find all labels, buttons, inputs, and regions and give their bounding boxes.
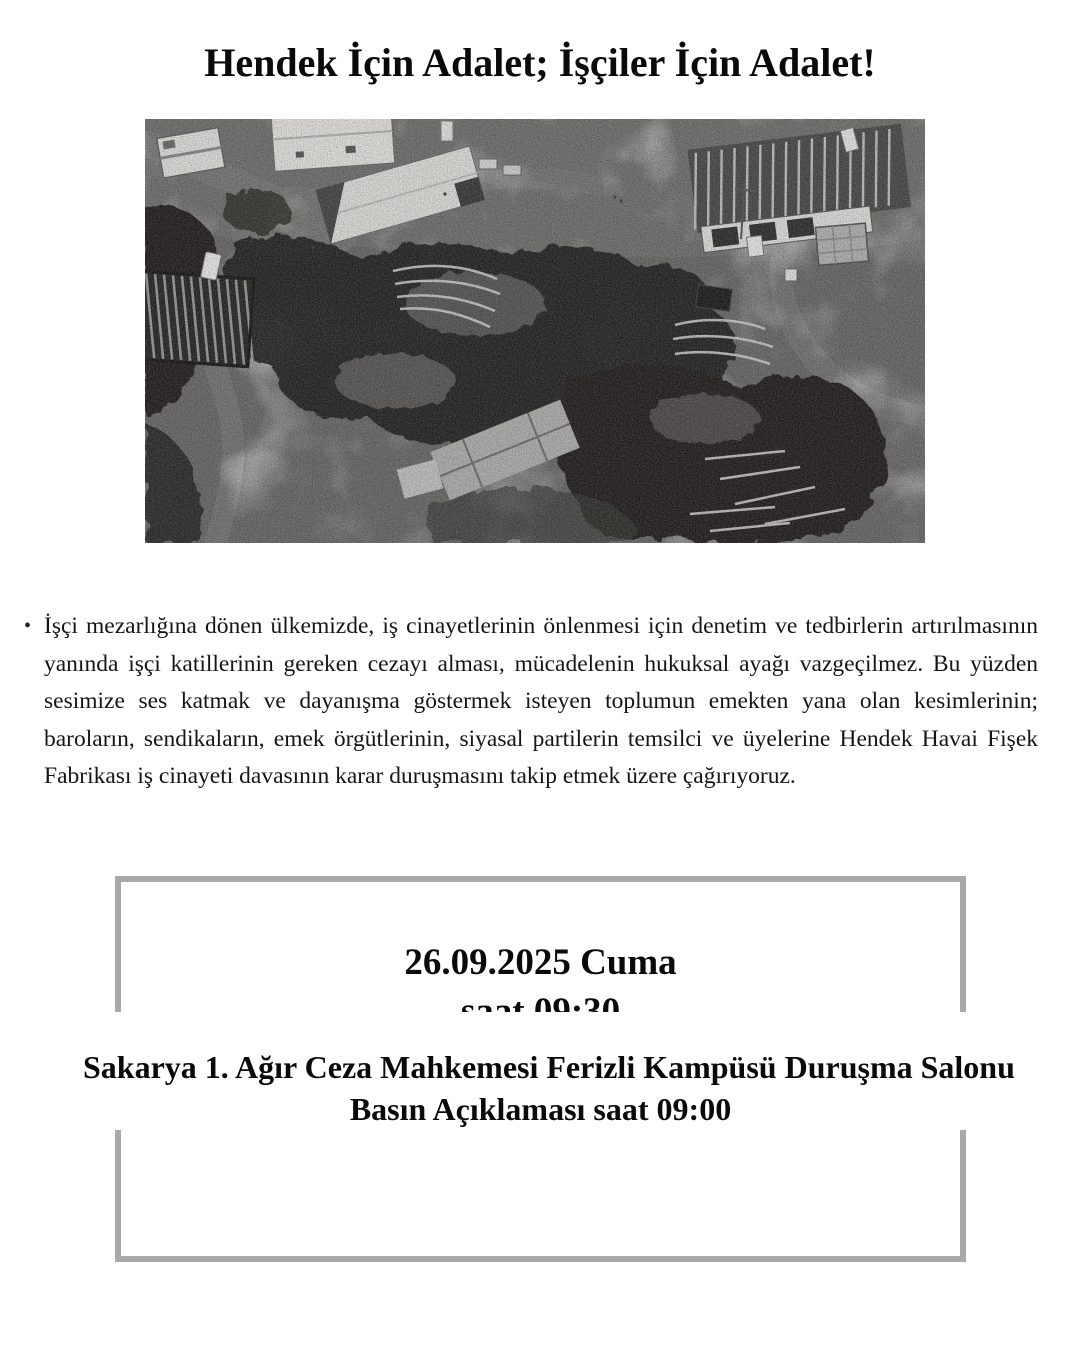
event-date: 26.09.2025 Cuma xyxy=(404,942,677,983)
event-venue: Sakarya 1. Ağır Ceza Mahkemesi Ferizli Kampüsü Duruşma Salonu xyxy=(83,1049,1015,1085)
page-title: Hendek İçin Adalet; İşçiler İçin Adalet! xyxy=(204,40,876,85)
event-box xyxy=(83,876,1015,1262)
factory-aerial-photo-illustration xyxy=(145,119,925,543)
announcement-paragraph: İşçi mezarlığına dönen ülkemizde, iş cinayetlerinin önlenmesi için denetim ve tedbirlerin artırılmasının yanında işçi katillerinin gereken cezayı alması, mücadelenin hukuksal ayağı vazgeçilmez. Bu yüzden sesimize ses katmak ve dayanışma göstermek isteyen toplumun emekten yana olan kesimlerinin; baroların, sendikaların, emek örgütlerinin, siyasal partilerin temsilci ve üyelerine Hendek Havai Fişek Fabrikası iş cinayeti davasının karar duruşmasını takip etmek üzere çağırıyoruz. xyxy=(44,613,1038,789)
event-press-statement: Basın Açıklaması saat 09:00 xyxy=(349,1091,732,1127)
factory-aerial-photo xyxy=(145,119,925,543)
event-venue-block xyxy=(83,1012,1015,1130)
bullet-marker: • xyxy=(24,615,32,637)
